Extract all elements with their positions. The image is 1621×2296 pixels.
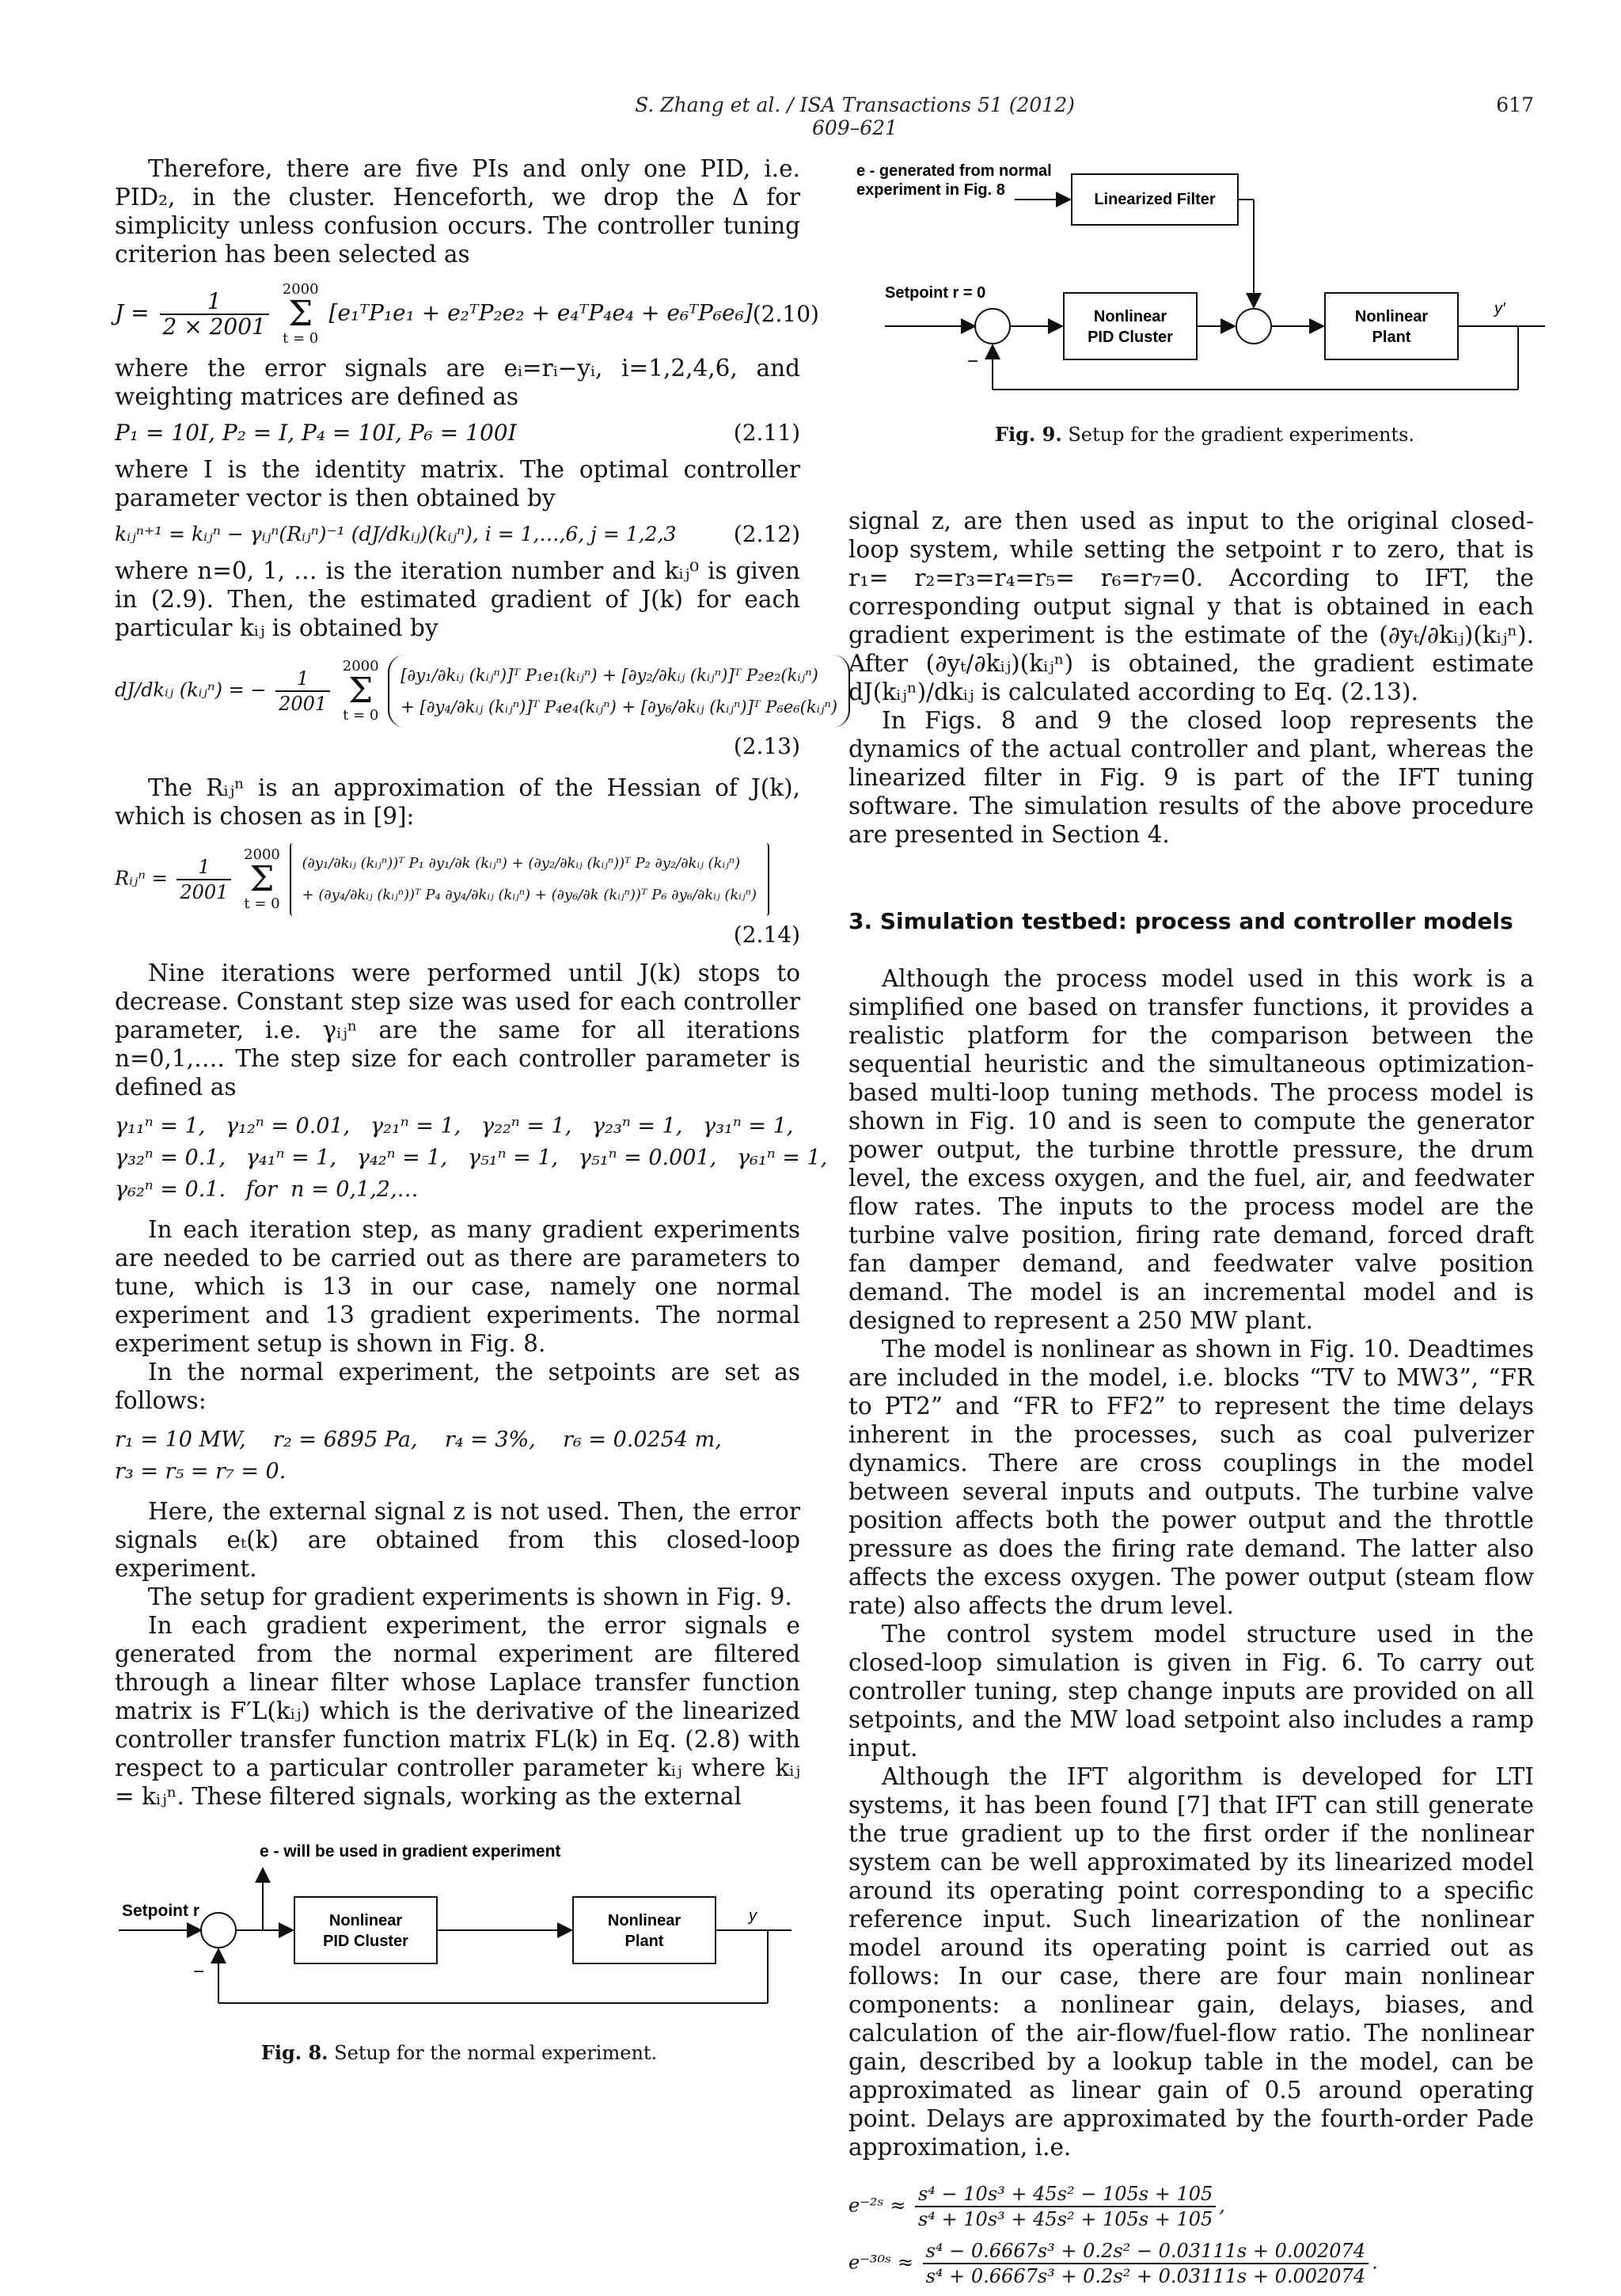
eq-line: (∂y₁/∂kᵢⱼ (kᵢⱼⁿ))ᵀ P₁ ∂y₁/∂k (kᵢⱼⁿ) + (∂y₂/∂kᵢⱼ (kᵢⱼⁿ))ᵀ P₂ ∂y₂/∂kᵢⱼ (kᵢⱼⁿ)	[302, 855, 741, 872]
minus-sign: −	[967, 351, 979, 372]
caption-label: Fig. 8.	[260, 2041, 328, 2064]
figure-9	[856, 158, 1553, 459]
paragraph: The control system model structure used in the closed-loop simulation is given in Fig. 6. To carry out controller tuning, step change inputs are provided on all setpoints, and the MW load setpoint also includes a ramp input.	[848, 1621, 1534, 1762]
step-size-line: γ₁₁ⁿ = 1, γ₁₂ⁿ = 0.01, γ₂₁ⁿ = 1, γ₂₂ⁿ = 1, γ₂₃ⁿ = 1, γ₃₁ⁿ = 1,	[115, 1114, 794, 1138]
equation-number: (2.12)	[733, 521, 800, 547]
step-size-line: γ₆₂ⁿ = 0.1. for n = 0,1,2,…	[115, 1177, 419, 1202]
equation-number: (2.14)	[733, 922, 800, 948]
paragraph: Here, the external signal z is not used. Then, the error signals eₜ(k) are obtained from this closed-loop experiment.	[115, 1498, 800, 1582]
eq-body: [e₁ᵀP₁e₁ + e₂ᵀP₂e₂ + e₄ᵀP₄e₄ + e₆ᵀP₆e₆]	[328, 299, 753, 326]
paragraph: where I is the identity matrix. The optimal controller parameter vector is then obtained by	[115, 456, 800, 511]
equation-number: (2.10)	[752, 301, 819, 327]
eq-line: + (∂y₄/∂kᵢⱼ (kᵢⱼⁿ))ᵀ P₄ ∂y₄/∂kᵢⱼ (kᵢⱼⁿ) + (∂y₆/∂k (kᵢⱼⁿ))ᵀ P₆ ∂y₆/∂kᵢⱼ (kᵢⱼⁿ)	[302, 887, 757, 903]
fraction: $\frac{\text{s⁴ − 10s³ + 45s² − 105s + 105}}{\text{s⁴ + 10s³ + 45s² + 105s + 105}}$	[915, 2182, 1216, 2231]
equation-number: (2.11)	[733, 420, 800, 446]
block-label: Nonlinear	[328, 1912, 403, 1929]
summation: 2000 Σ t = 0	[282, 281, 319, 347]
figure-8	[119, 1837, 799, 2074]
section-heading: 3. Simulation testbed: process and controller models	[848, 908, 1513, 934]
error-label: e - generated from normal	[856, 162, 1052, 180]
setpoint-label: Setpoint r	[122, 1902, 199, 1920]
block-label: Plant	[1372, 329, 1411, 346]
paragraph: The Rᵢⱼⁿ is an approximation of the Hessian of J(k), which is chosen as in [9]:	[115, 774, 800, 830]
block-label: Linearized Filter	[1094, 191, 1216, 208]
eq-lhs: Rᵢⱼⁿ =	[115, 867, 168, 890]
paragraph: signal z, are then used as input to the original closed-loop system, while setting the setpoint r to zero, that is r₁= r₂=r₃=r₄=r₅= r₆=r₇=0. According to IFT, the corresponding output signal y that is obtained in each gradient experiment is the estimate of the (∂yₜ/∂kᵢⱼ)(kᵢⱼⁿ). After (∂yₜ/∂kᵢⱼ)(kᵢⱼⁿ) is obtained, the gradient estimate dJ(kᵢⱼⁿ)/dkᵢⱼ is calculated according to Eq. (2.13).	[848, 507, 1534, 705]
eq-tail: .	[1372, 2251, 1378, 2274]
figure-9-diagram	[856, 158, 1553, 396]
output-label: y′	[1494, 300, 1505, 317]
summing-junction	[201, 1913, 236, 1948]
fraction: $\frac{1}{2001}$	[275, 667, 330, 716]
step-size-line: γ₃₂ⁿ = 0.1, γ₄₁ⁿ = 1, γ₄₂ⁿ = 1, γ₅₁ⁿ = 1, γ₅₁ⁿ = 0.001, γ₆₁ⁿ = 1,	[115, 1146, 828, 1170]
block-label: Nonlinear	[1093, 308, 1167, 325]
summing-junction	[975, 309, 1010, 344]
block-label: PID Cluster	[1088, 329, 1173, 346]
figure-8-caption	[119, 2041, 799, 2064]
summing-junction	[1236, 309, 1271, 344]
error-label: e - will be used in gradient experiment	[260, 1842, 561, 1861]
eq-lhs: e⁻²ˢ ≈	[848, 2194, 906, 2217]
equation-2-13	[115, 655, 838, 728]
paragraph: In Figs. 8 and 9 the closed loop represents the dynamics of the actual controller and plant, whereas the linearized filter in Fig. 9 is part of the IFT tuning software. The simulation results of the above procedure are presented in Section 4.	[848, 707, 1534, 848]
output-label: y	[749, 1907, 757, 1925]
eq-tail: ,	[1219, 2194, 1225, 2217]
eq-bracket	[388, 655, 850, 728]
page-number: 617	[1496, 93, 1534, 116]
paragraph: In each gradient experiment, the error signals e generated from the normal experiment are filtered through a linear filter whose Laplace transfer function matrix is F′L(kᵢⱼ) which is the derivative of the linearized controller transfer function matrix FL(k) in Eq. (2.8) with respect to a particular controller parameter kᵢⱼ where kᵢⱼ = kᵢⱼⁿ. These filtered signals, working as the external	[115, 1612, 800, 1810]
paragraph: The model is nonlinear as shown in Fig. 10. Deadtimes are included in the model, i.e. blocks “TV to MW3”, “FR to PT2” and “FR to FF2” to represent the time delays inherent in the processes, such as coal pulverizer dynamics. There are cross couplings in the model between several inputs and outputs. The turbine valve position affects both the power output and the throttle pressure as does the firing rate demand. The latter also affects the excess oxygen. The power output (steam flow rate) also affects the drum level.	[848, 1336, 1534, 1619]
pade-approximation-2	[848, 2239, 1534, 2288]
plant-block	[1325, 293, 1458, 359]
setpoint-line: r₃ = r₅ = r₇ = 0.	[115, 1459, 287, 1484]
paragraph: Therefore, there are five PIs and only one PID, i.e. PID₂, in the cluster. Henceforth, we drop the Δ for simplicity unless confusion occurs. The controller tuning criterion has been selected as	[115, 155, 800, 268]
equation-2-10	[115, 281, 819, 347]
block-label: Plant	[624, 1933, 664, 1950]
summation: 2000 Σ t = 0	[342, 658, 379, 724]
equation-2-14	[115, 843, 800, 916]
pid-cluster-block	[1064, 293, 1197, 359]
fraction: $\frac{1}{2001}$	[177, 855, 231, 904]
eq-lhs: e⁻³⁰ˢ ≈	[848, 2251, 913, 2274]
paragraph: Nine iterations were performed until J(k) stops to decrease. Constant step size was used for each controller parameter, i.e. γᵢⱼⁿ are the same for all iterations n=0,1,…. The step size for each controller parameter is defined as	[115, 960, 800, 1100]
equation-2-11	[115, 419, 800, 447]
eq-bracket	[290, 843, 769, 916]
block-label: Nonlinear	[607, 1912, 681, 1929]
block-label: PID Cluster	[323, 1933, 408, 1950]
equation-number: (2.13)	[733, 733, 800, 759]
eq-line: [∂y₁/∂kᵢⱼ (kᵢⱼⁿ)]ᵀ P₁e₁(kᵢⱼⁿ) + [∂y₂/∂kᵢⱼ (kᵢⱼⁿ)]ᵀ P₂e₂(kᵢⱼⁿ)	[401, 666, 818, 685]
plant-block	[573, 1897, 716, 1963]
paragraph: Although the IFT algorithm is developed for LTI systems, it has been found [7] that IFT can still generate the true gradient up to the first order if the nonlinear system can be well approximated by its linearized model around its operating point corresponding to a specific reference input. Such linearization of the nonlinear model around its operating point is carried out as follows: In our case, there are four main nonlinear components: a nonlinear gain, delays, biases, and calculation of the air-flow/fuel-flow ratio. The nonlinear gain, described by a lookup table in the model, can be approximated as linear gain of 0.5 around operating point. Delays are approximated by the fourth-order Pade approximation, i.e.	[848, 1763, 1534, 2161]
eq-lhs: dJ/dkᵢⱼ (kᵢⱼⁿ) = −	[115, 679, 267, 701]
paragraph: where n=0, 1, … is the iteration number and kᵢⱼ⁰ is given in (2.9). Then, the estimated gradient of J(k) for each particular kᵢⱼ is obtained by	[115, 557, 800, 641]
pade-approximation-1	[848, 2182, 1534, 2231]
setpoint-line: r₁ = 10 MW, r₂ = 6895 Pa, r₄ = 3%, r₆ = 0.0254 m,	[115, 1427, 722, 1452]
minus-sign: −	[193, 1961, 205, 1982]
setpoint-label: Setpoint r = 0	[885, 284, 986, 302]
block-label: Nonlinear	[1354, 308, 1429, 325]
figure-9-caption	[856, 423, 1553, 446]
error-label: experiment in Fig. 8	[856, 181, 1005, 199]
fraction: $\frac{1}{2 \times 2001}$	[160, 290, 269, 339]
paragraph: where the error signals are eᵢ=rᵢ−yᵢ, i=1,2,4,6, and weighting matrices are defined as	[115, 355, 800, 410]
equation-2-12	[115, 520, 800, 549]
paragraph: The setup for gradient experiments is shown in Fig. 9.	[148, 1583, 792, 1610]
eq-lhs: J =	[115, 299, 150, 326]
paragraph: Although the process model used in this work is a simplified one based on transfer functions, it provides a realistic platform for the comparison between the sequential heuristic and the simultaneous optimization-based multi-loop tuning methods. The process model is shown in Fig. 10 and is seen to compute the generator power output, the turbine throttle pressure, the drum level, the excess oxygen, and the fuel, air, and feedwater flow rates. The inputs to the process model are the turbine valve position, firing rate demand, forced draft fan damper demand, and feedwater valve position demand. The model is an incremental model and is designed to represent a 250 MW plant.	[848, 965, 1534, 1334]
right-column	[848, 507, 1534, 2296]
eq-body: P₁ = 10I, P₂ = I, P₄ = 10I, P₆ = 100I	[115, 420, 517, 446]
eq-body: kᵢⱼⁿ⁺¹ = kᵢⱼⁿ − γᵢⱼⁿ(Rᵢⱼⁿ)⁻¹ (dJ/dkᵢⱼ)(kᵢⱼⁿ), i = 1,…,6, j = 1,2,3	[115, 523, 677, 545]
left-column	[115, 154, 838, 1811]
caption-text: Setup for the gradient experiments.	[1068, 424, 1415, 446]
summation: 2000 Σ t = 0	[244, 846, 280, 912]
pid-cluster-block	[294, 1897, 437, 1963]
fraction: $\frac{\text{s⁴ − 0.6667s³ + 0.2s² − 0.03111s + 0.002074}}{\text{s⁴ + 0.6667s³ + 0.2s² + 0.03111s + 0.002074}}$	[923, 2239, 1369, 2288]
page-header	[0, 93, 1621, 139]
step-size-list	[115, 1111, 828, 1206]
paragraph: In each iteration step, as many gradient experiments are needed to be carried out as there are parameters to tune, which is 13 in our case, namely one normal experiment and 13 gradient experiments. The normal experiment setup is shown in Fig. 8.	[115, 1216, 800, 1357]
eq-line: + [∂y₄/∂kᵢⱼ (kᵢⱼⁿ)]ᵀ P₄e₄(kᵢⱼⁿ) + [∂y₆/∂kᵢⱼ (kᵢⱼⁿ)]ᵀ P₆e₆(kᵢⱼⁿ)	[401, 698, 838, 717]
caption-text: Setup for the normal experiment.	[334, 2042, 658, 2064]
running-head: S. Zhang et al. / ISA Transactions 51 (2012) 609–621	[635, 93, 1075, 139]
setpoint-list	[115, 1424, 800, 1488]
paragraph: In the normal experiment, the setpoints are set as follows:	[115, 1359, 800, 1414]
caption-label: Fig. 9.	[994, 423, 1062, 446]
figure-8-diagram	[119, 1837, 799, 2027]
